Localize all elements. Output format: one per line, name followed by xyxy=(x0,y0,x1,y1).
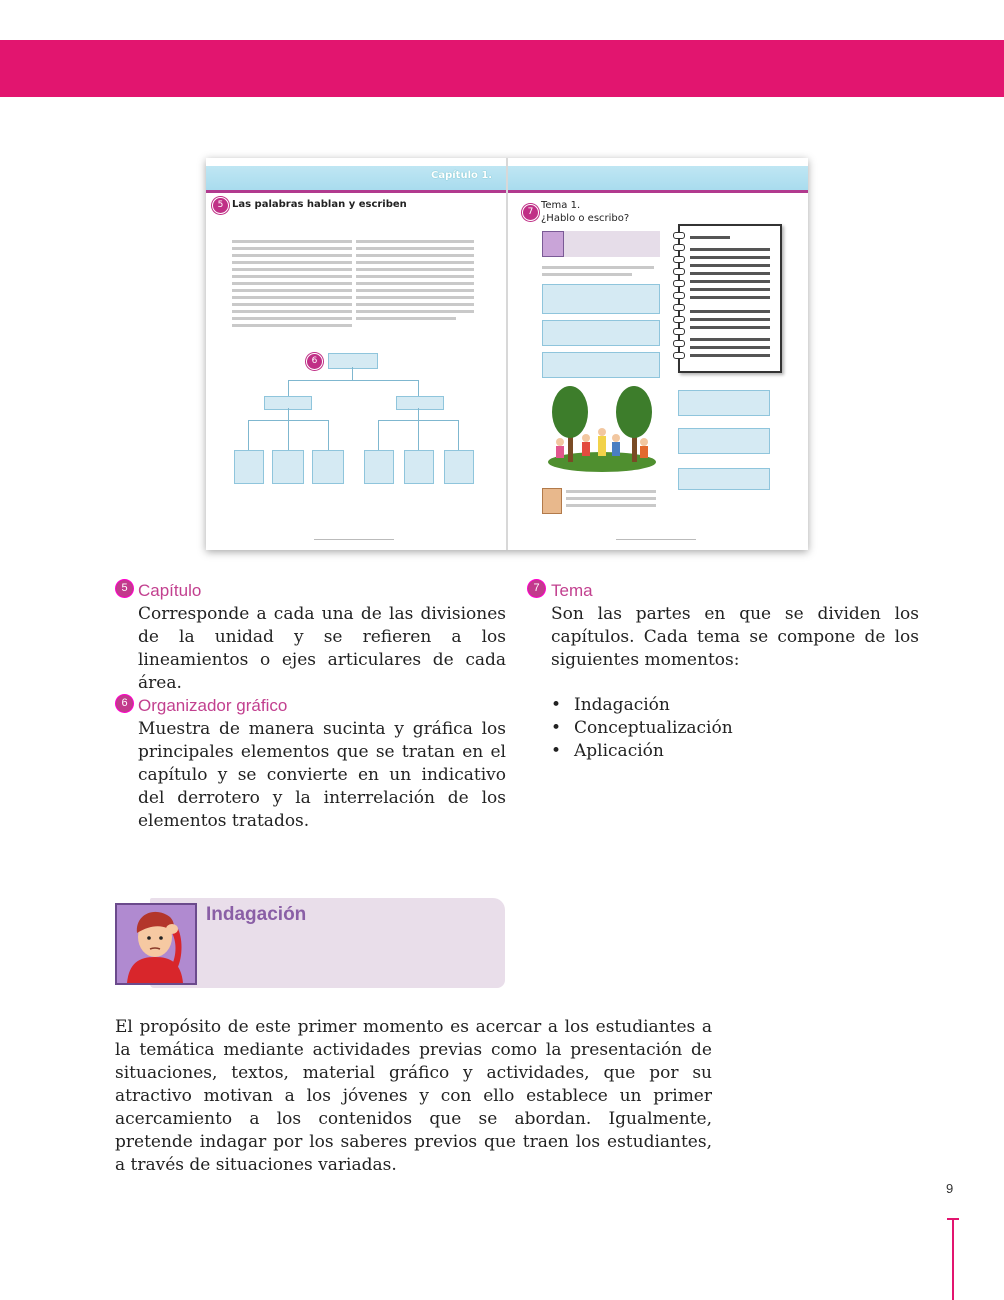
moment-item: • Conceptualización xyxy=(551,717,733,740)
moments-list xyxy=(551,694,733,763)
callout-7-badge: 7 xyxy=(522,204,539,221)
mini-character-bottom xyxy=(542,488,562,514)
tema-description: Son las partes en que se dividen los capítulos. Cada tema se compone de los siguientes momentos: xyxy=(551,604,919,670)
callout-7-badge: 7 xyxy=(528,580,545,597)
tema-title: Tema xyxy=(551,581,593,600)
organizador-description: Muestra de manera sucinta y gráfica los principales elementos que se tratan en el capítulo y se convierte en un indicativo del derrotero y la interrelación de los elementos tratados. xyxy=(138,719,506,831)
left-page-footer xyxy=(314,539,394,540)
capitulo-title: Capítulo xyxy=(138,581,202,600)
chapter-label: Capítulo 1. xyxy=(431,170,493,181)
indagacion-paragraph: El propósito de este primer momento es acercar a los estudiantes a la temática mediante actividades previas como la presentación de situaciones, textos, material gráfico y actividades, que por su atractivo motivan a los jóvenes y con ello establece un primer acercamiento a los contenidos que se abordan. Igualmente, pretende indagar por los saberes previos que traen los estudiantes, a través de situaciones variadas. xyxy=(115,1017,712,1175)
indagacion-banner xyxy=(150,898,505,988)
callout-6-badge: 6 xyxy=(116,695,133,712)
mini-text-line xyxy=(566,497,656,500)
callout-6-badge: 6 xyxy=(306,353,323,370)
left-page-title: Las palabras hablan y escriben xyxy=(232,199,407,210)
right-page-footer xyxy=(616,539,696,540)
capitulo-description: Corresponde a cada una de las divisiones de la unidad y se refieren a los lineamientos o ejes articulares de cada área. xyxy=(138,604,506,693)
thinking-boy-portrait xyxy=(115,903,197,985)
tema-title: ¿Hablo o escribo? xyxy=(541,213,630,224)
moment-item: • Indagación xyxy=(551,694,733,717)
indagacion-title: Indagación xyxy=(206,904,307,925)
indagacion-mini-portrait xyxy=(542,231,564,257)
spread-gutter xyxy=(506,158,508,550)
moment-item: • Aplicación xyxy=(551,740,733,763)
organizador-title: Organizador gráfico xyxy=(138,696,288,715)
callout-5-badge: 5 xyxy=(116,580,133,597)
mini-text-line xyxy=(566,504,656,507)
mini-text-line xyxy=(566,490,656,493)
tema-label: Tema 1. xyxy=(541,200,581,211)
margin-line xyxy=(952,1218,954,1300)
notebook-illustration xyxy=(678,224,782,373)
top-banner xyxy=(0,40,1004,97)
callout-5-badge: 5 xyxy=(212,197,229,214)
page-number: 9 xyxy=(946,1181,954,1196)
book-spread-preview xyxy=(206,158,808,550)
children-trees-illustration xyxy=(546,384,658,474)
thinking-boy-icon xyxy=(117,905,195,983)
